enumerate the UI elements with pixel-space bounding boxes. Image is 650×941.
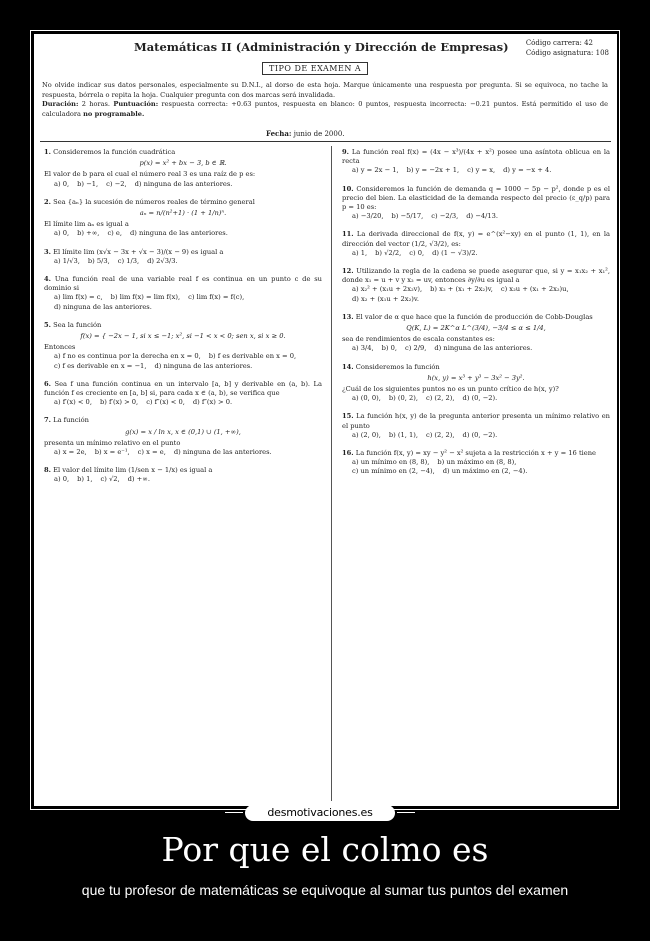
- answer-option: b) f es derivable en x = 0,: [208, 352, 297, 361]
- question-number: 16.: [342, 449, 354, 458]
- exam-question: [44, 466, 322, 484]
- answer-option: d) (0, −2).: [462, 430, 498, 439]
- answer-option: d) 2√3/3.: [147, 256, 178, 265]
- question-formula: Q(K, L) = 2K^α L^(3/4), −3/4 ≤ α ≤ 1/4,: [406, 324, 546, 333]
- question-formula: aₙ = n/(n²+1) · (1 + 1/n)ⁿ.: [139, 209, 227, 218]
- question-statement: [342, 412, 610, 430]
- column-divider: [331, 146, 332, 801]
- question-text: Consideremos la función: [355, 362, 440, 371]
- answer-option: b) (1, 1),: [388, 430, 418, 439]
- question-text: La función real f(x) = (4x − x³)/(4x + x²) posee una asíntota oblicua en la recta: [342, 148, 610, 166]
- question-statement: [342, 267, 610, 285]
- puntuacion-value: respuesta correcta: +0.63 puntos, respuesta en blanco: 0 puntos, respuesta incorrecta: −0.21 puntos. Está permitido el uso de calculadora: [42, 100, 608, 118]
- question-text-continued: El límite lim aₙ es igual a: [44, 220, 129, 229]
- codigo-carrera: Código carrera: 42: [525, 39, 593, 47]
- answer-options: [44, 448, 322, 457]
- question-text: Consideremos la función cuadrática: [53, 148, 176, 156]
- fecha-value: junio de 2000.: [293, 130, 345, 138]
- exam-question: [44, 275, 322, 312]
- puntuacion-label: Puntuación:: [113, 100, 159, 108]
- question-text: La función f(x, y) = xy − y² − x² sujeta a la restricción x + y = 16 tiene: [355, 449, 596, 458]
- exam-question: [44, 148, 322, 189]
- question-text: Sea la función: [53, 320, 102, 329]
- answer-option: b) 1,: [77, 475, 93, 484]
- question-statement: [342, 185, 610, 213]
- exam-sheet-image: [34, 34, 617, 806]
- fecha-label: Fecha:: [266, 129, 292, 138]
- answer-options: [44, 352, 322, 370]
- duracion-value: 2 horas.: [81, 100, 111, 108]
- exam-codes: [526, 38, 609, 58]
- question-text: El límite lim (x√x − 3x + √x − 3)/(x − 9) es igual a: [53, 247, 224, 256]
- answer-options: [44, 475, 322, 484]
- answer-option: c) −2,: [106, 179, 127, 188]
- question-statement: [44, 148, 322, 157]
- exam-question: [44, 416, 322, 457]
- answer-options: [342, 166, 610, 175]
- question-number: 6.: [44, 379, 51, 388]
- caption-title: Por que el colmo es: [161, 830, 489, 869]
- watermark-logo: desmotivaciones.es: [245, 805, 395, 821]
- answer-option: b) √2/2,: [375, 248, 402, 257]
- question-text-continued: Entonces: [44, 343, 76, 352]
- answer-option: d) x₂ + (x₁u + 2x₂)v.: [352, 294, 419, 303]
- question-number: 2.: [44, 197, 51, 206]
- question-statement: [44, 248, 322, 257]
- answer-option: c) 1/3,: [117, 256, 140, 265]
- question-number: 5.: [44, 320, 51, 329]
- answer-option: b) y = −2x + 1,: [406, 166, 460, 175]
- question-text: El valor de α que hace que la función de producción de Cobb-Douglas: [355, 312, 593, 321]
- exam-question: [342, 148, 610, 176]
- answer-options: [342, 212, 610, 221]
- question-number: 14.: [342, 362, 354, 371]
- answer-option: d) +∞.: [127, 475, 150, 484]
- question-number: 12.: [342, 267, 354, 276]
- answer-option: c) y = x,: [467, 166, 496, 175]
- answer-options: [342, 249, 610, 258]
- answer-option: a) −3/20,: [352, 212, 384, 221]
- exam-question: [44, 380, 322, 408]
- answer-option: b) un máximo en (8, 8),: [437, 458, 517, 467]
- answer-option: a) x = 2e,: [54, 448, 87, 457]
- question-statement: [44, 380, 322, 398]
- no-programable: no programable.: [83, 109, 145, 118]
- codigo-asignatura: Código asignatura: 108: [525, 49, 609, 57]
- question-text: Consideremos la función de demanda q = 1000 − 5p − p², donde p es el precio del bien. La elasticidad de la demanda respecto del precio (ε_q/p) para p = 10 es:: [342, 184, 610, 212]
- question-text-continued: ¿Cuál de los siguientes puntos no es un punto crítico de h(x, y)?: [342, 385, 559, 394]
- answer-option: d) ninguna de las anteriores.: [54, 302, 152, 311]
- answer-option: a) f′(x) < 0,: [54, 398, 92, 407]
- question-text-continued: El valor de b para el cual el número real 3 es una raíz de p es:: [44, 170, 256, 179]
- answer-option: d) −4/13.: [466, 212, 498, 221]
- answer-option: b) (0, 2),: [388, 394, 418, 403]
- answer-option: a) 3/4,: [352, 344, 374, 353]
- answer-options: [342, 394, 610, 403]
- answer-option: c) f″(x) < 0,: [146, 398, 185, 407]
- answer-options: [342, 458, 610, 476]
- question-number: 11.: [342, 230, 354, 239]
- answer-option: c) x₂u + (x₁ + 2x₂)u,: [500, 285, 569, 294]
- answer-option: c) (2, 2),: [425, 394, 455, 403]
- question-number: 1.: [44, 148, 51, 156]
- answer-option: a) 0,: [54, 179, 70, 188]
- question-text-continued: sea de rendimientos de escala constantes es:: [342, 335, 495, 344]
- question-statement: [342, 363, 610, 372]
- question-text: Utilizando la regla de la cadena se puede asegurar que, si y = x₁x₂ + x₁², donde x₁ = u + v y x₂ = uv, entonces ∂y/∂u es igual a: [342, 267, 610, 285]
- answer-option: d) (0, −2).: [462, 394, 498, 403]
- answer-option: a) 0,: [54, 229, 70, 238]
- answer-options: [44, 180, 322, 189]
- answer-option: c) x = e,: [137, 448, 166, 457]
- question-statement: [44, 275, 322, 293]
- answer-option: c) f es derivable en x = −1,: [54, 361, 147, 370]
- answer-option: a) (2, 0),: [352, 430, 381, 439]
- header-divider: [40, 141, 611, 142]
- answer-option: b) x = e⁻¹,: [94, 448, 130, 457]
- question-statement: [342, 313, 610, 322]
- question-statement: [44, 198, 322, 207]
- answer-option: a) (0, 0),: [352, 394, 381, 403]
- duracion-label: Duración:: [42, 100, 79, 108]
- answer-option: c) lim f(x) = f(c),: [188, 293, 245, 302]
- answer-option: b) f′(x) > 0,: [99, 398, 139, 407]
- instructions-text: No olvide indicar sus datos personales, especialmente su D.N.I., al dorso de esta hoja. Marque únicamente una respuesta por pregunta. Si se equivoca, no tache la respuesta, bórrela o repita la hoja. Cualquier pregunta con dos marcas será invalidada.: [42, 81, 608, 99]
- question-number: 15.: [342, 412, 354, 421]
- question-statement: [44, 321, 322, 330]
- exam-question: [44, 321, 322, 371]
- answer-option: b) 5/3,: [87, 256, 110, 265]
- answer-option: a) 0,: [54, 475, 70, 484]
- answer-option: d) ninguna de las anteriores.: [434, 344, 533, 353]
- question-formula: h(x, y) = x³ + y³ − 3x² − 3y².: [427, 373, 525, 382]
- exam-question: [44, 198, 322, 239]
- answer-option: c) e,: [107, 229, 123, 238]
- exam-question: [342, 185, 610, 222]
- question-formula: p(x) = x² + bx − 3, b ∈ ℝ.: [139, 159, 227, 168]
- answer-option: c) (2, 2),: [425, 430, 455, 439]
- answer-option: d) ninguna de las anteriores.: [173, 448, 272, 457]
- question-number: 7.: [44, 416, 51, 425]
- question-statement: [342, 148, 610, 166]
- question-text: La derivada direccional de f(x, y) = e^(x²−xy) en el punto (1, 1), en la dirección del vector (1/2, √3/2), es:: [342, 230, 610, 248]
- question-number: 9.: [342, 148, 349, 156]
- answer-options: [342, 431, 610, 440]
- exam-question: [342, 412, 610, 440]
- question-number: 8.: [44, 466, 51, 475]
- answer-option: d) un máximo en (2, −4).: [442, 467, 528, 476]
- question-text: Una función real de una variable real f es continua en un punto c de su dominio si: [44, 275, 322, 293]
- exam-question: [342, 230, 610, 258]
- exam-question: [342, 267, 610, 304]
- exam-type-box: TIPO DE EXAMEN A: [262, 62, 368, 75]
- exam-question: [44, 248, 322, 266]
- exam-question: [342, 449, 610, 477]
- answer-options: [44, 293, 322, 311]
- question-text-continued: presenta un mínimo relativo en el punto: [44, 438, 181, 447]
- answer-options: [342, 344, 610, 353]
- question-text: Sea {aₙ} la sucesión de números reales de término general: [53, 197, 255, 206]
- answer-option: c) un mínimo en (2, −4),: [352, 467, 435, 476]
- answer-option: a) f no es continua por la derecha en x = 0,: [54, 352, 201, 361]
- answer-options: [44, 398, 322, 407]
- question-statement: [342, 449, 610, 458]
- question-statement: [342, 230, 610, 248]
- answer-options: [44, 257, 322, 266]
- question-statement: [44, 466, 322, 475]
- exam-question: [342, 313, 610, 354]
- answer-option: b) x₂ + (x₁ + 2x₂)v,: [430, 285, 493, 294]
- answer-options: [342, 285, 610, 303]
- answer-option: b) +∞,: [77, 229, 100, 238]
- exam-instructions: [42, 81, 608, 119]
- answer-options: [44, 229, 322, 238]
- answer-option: c) −2/3,: [431, 212, 459, 221]
- answer-option: d) ninguna de las anteriores.: [130, 229, 228, 238]
- answer-option: a) y = 2x − 1,: [352, 166, 399, 175]
- question-text: La función: [53, 416, 89, 425]
- question-number: 10.: [342, 184, 354, 193]
- question-statement: [44, 416, 322, 425]
- answer-option: b) −5/17,: [391, 212, 424, 221]
- answer-option: b) lim f(x) = lim f(x),: [110, 293, 181, 302]
- answer-option: a) un mínimo en (8, 8),: [352, 458, 430, 467]
- question-number: 4.: [44, 275, 51, 284]
- answer-option: c) 2/9,: [405, 344, 427, 353]
- question-number: 3.: [44, 247, 51, 256]
- questions-left-column: [44, 148, 322, 494]
- exam-date: [266, 129, 345, 138]
- caption-subtitle: que tu profesor de matemáticas se equivoque al sumar tus puntos del examen: [81, 882, 569, 898]
- answer-option: a) x₂² + (x₁u + 2x₂v),: [352, 285, 423, 294]
- answer-option: b) −1,: [77, 179, 99, 188]
- answer-option: c) 0,: [409, 248, 425, 257]
- answer-option: d) ninguna de las anteriores.: [154, 361, 253, 370]
- question-formula: f(x) = { −2x − 1, si x ≤ −1; x², si −1 < x < 0; sen x, si x ≥ 0.: [80, 332, 286, 341]
- questions-right-column: [342, 148, 610, 486]
- question-number: 13.: [342, 312, 354, 321]
- question-formula: g(x) = x / ln x, x ∈ (0,1) ∪ (1, +∞),: [125, 427, 241, 436]
- answer-option: d) ninguna de las anteriores.: [134, 179, 233, 188]
- answer-option: c) √2,: [100, 475, 120, 484]
- answer-option: d) y = −x + 4.: [503, 166, 552, 175]
- answer-option: a) 1,: [352, 248, 368, 257]
- answer-option: a) lim f(x) = c,: [54, 293, 103, 302]
- question-text: El valor del límite lim (1/sen x − 1/x) es igual a: [53, 466, 213, 475]
- answer-option: d) f″(x) > 0.: [192, 398, 233, 407]
- exam-title: Matemáticas II (Administración y Dirección de Empresas): [134, 40, 509, 54]
- answer-option: a) 1/√3,: [54, 256, 80, 265]
- answer-option: d) (1 − √3)/2.: [432, 248, 478, 257]
- question-text: Sea f una función continua en un intervalo [a, b] y derivable en (a, b). La función f es creciente en [a, b] si, para cada x ∈ (a, b), se verifica que: [44, 379, 322, 398]
- answer-option: b) 0,: [381, 344, 398, 353]
- question-text: La función h(x, y) de la pregunta anterior presenta un mínimo relativo en el punto: [342, 412, 610, 430]
- exam-question: [342, 363, 610, 404]
